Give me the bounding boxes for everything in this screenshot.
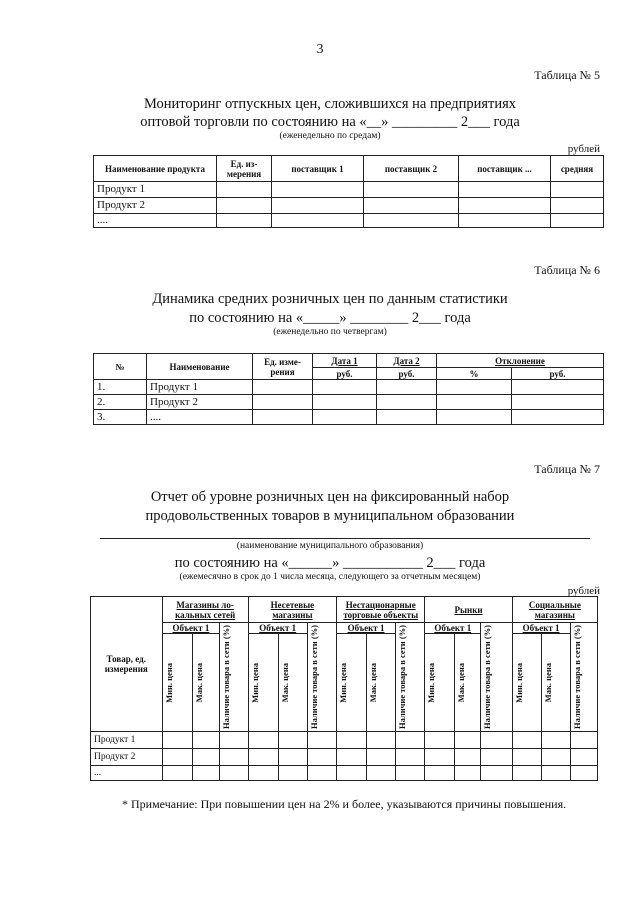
t5-header-supplier-n: поставщик ... xyxy=(459,156,551,182)
table-row xyxy=(94,380,604,395)
t6-row1-num: 1. xyxy=(94,380,147,395)
t7-object1-g4: Объект 1 xyxy=(425,623,481,634)
t5-row2-name: Продукт 2 xyxy=(94,198,217,214)
footnote: * Примечание: При повышении цен на 2% и более, указываются причины повышения. xyxy=(122,797,567,811)
t7-row1-name: Продукт 1 xyxy=(91,732,163,749)
t7-g5-max: Мак. цена xyxy=(543,662,554,703)
t7-group-social: Социальные магазины xyxy=(512,597,597,623)
t7-header-item: Товар, ед. измерения xyxy=(91,597,163,732)
t7-group-markets: Рынки xyxy=(425,597,512,623)
t7-row2-name: Продукт 2 xyxy=(91,749,163,766)
t5-row1-name: Продукт 1 xyxy=(94,182,217,198)
table6 xyxy=(93,353,604,425)
table7-unit: рублей xyxy=(567,585,600,597)
t6-header-date1-rub: руб. xyxy=(313,368,377,380)
t6-header-unit: Ед. изме-рения xyxy=(253,354,313,380)
table7-subtitle2: (ежемесячно в срок до 1 числа месяца, следующего за отчетным месяцем) xyxy=(179,572,481,582)
t6-header-date1: Дата 1 xyxy=(313,354,377,368)
t6-row2-name: Продукт 2 xyxy=(147,395,253,410)
t7-object1-g1: Объект 1 xyxy=(162,623,220,634)
table7-subtitle1: (наименование муниципального образования) xyxy=(236,541,424,551)
t7-group-local-chains: Магазины ло-кальных сетей xyxy=(162,597,248,623)
table5-title-line1: Мониторинг отпускных цен, сложившихся на предприятиях xyxy=(143,96,517,112)
table6-title-line2: по состоянию на «_____» ________ 2___ года xyxy=(189,310,471,326)
t7-g3-min: Мин. цена xyxy=(338,662,349,703)
table6-title-line1: Динамика средних розничных цен по данным статистики xyxy=(152,291,508,307)
table5-subtitle: (еженедельно по средам) xyxy=(279,131,381,141)
t7-group-non-stationary: Нестационарные торговые объекты xyxy=(337,597,425,623)
table-row xyxy=(94,395,604,410)
t5-header-average: средняя xyxy=(551,156,604,182)
t7-group-non-chain: Несетевые магазины xyxy=(248,597,336,623)
t6-header-dev-percent: % xyxy=(437,368,512,380)
t7-g5-availability: Наличие товара в сети (%) xyxy=(571,625,582,729)
table6-subtitle: (еженедельно по четвергам) xyxy=(273,327,387,337)
t6-header-dev-rub: руб. xyxy=(512,368,604,380)
table7-title-line1: Отчет об уровне розничных цен на фиксированный набор xyxy=(150,489,510,505)
municipality-underline xyxy=(100,538,590,539)
table-row xyxy=(94,410,604,425)
t6-row3-name: .... xyxy=(147,410,253,425)
t5-row3-name: .... xyxy=(94,214,217,228)
t7-g4-max: Мак. цена xyxy=(455,662,466,703)
t5-header-supplier2: поставщик 2 xyxy=(364,156,459,182)
table-row xyxy=(94,182,604,198)
t7-row3-name: ... xyxy=(91,766,163,781)
t5-header-unit: Ед. из-мерения xyxy=(217,156,272,182)
t6-row2-num: 2. xyxy=(94,395,147,410)
t7-g2-availability: Наличие товара в сети (%) xyxy=(308,625,319,729)
t6-header-deviation: Отклонение xyxy=(437,354,604,368)
table-row xyxy=(91,749,598,766)
table7-label: Таблица № 7 xyxy=(534,462,600,476)
t7-g1-availability: Наличие товара в сети (%) xyxy=(221,625,232,729)
table-row xyxy=(91,766,598,781)
t7-object1-g5: Объект 1 xyxy=(512,623,570,634)
t7-object1-g2: Объект 1 xyxy=(248,623,307,634)
t7-g3-availability: Наличие товара в сети (%) xyxy=(396,625,407,729)
t5-header-supplier1: поставщик 1 xyxy=(272,156,364,182)
table-row xyxy=(94,198,604,214)
t7-g5-min: Мин. цена xyxy=(513,662,524,703)
t7-g1-max: Мак. цена xyxy=(194,662,205,703)
table5 xyxy=(93,155,604,228)
t7-g2-max: Мак. цена xyxy=(280,662,291,703)
t7-g4-min: Мин. цена xyxy=(426,662,437,703)
table7 xyxy=(90,596,598,781)
t6-header-num: № xyxy=(94,354,147,380)
table5-unit: рублей xyxy=(567,143,600,155)
table6-label: Таблица № 6 xyxy=(534,263,600,277)
t5-header-name: Наименование продукта xyxy=(94,156,217,182)
t7-g2-min: Мин. цена xyxy=(249,662,260,703)
t6-row3-num: 3. xyxy=(94,410,147,425)
page-number: 3 xyxy=(316,42,324,57)
t7-g1-min: Мин. цена xyxy=(163,662,174,703)
table-row xyxy=(94,214,604,228)
table-row xyxy=(91,732,598,749)
table5-label: Таблица № 5 xyxy=(534,68,600,82)
t6-header-date2-rub: руб. xyxy=(377,368,437,380)
t7-g4-availability: Наличие товара в сети (%) xyxy=(482,625,493,729)
t7-object1-g3: Объект 1 xyxy=(337,623,396,634)
t7-g3-max: Мак. цена xyxy=(367,662,378,703)
t6-header-date2: Дата 2 xyxy=(377,354,437,368)
t6-row1-name: Продукт 1 xyxy=(147,380,253,395)
t6-header-name: Наименование xyxy=(147,354,253,380)
table5-title-line2: оптовой торговли по состоянию на «__» _________ 2___ года xyxy=(140,114,520,130)
table7-title-line2: продовольственных товаров в муниципальном образовании xyxy=(145,508,515,524)
table7-title-line3: по состоянию на «______» ___________ 2___ года xyxy=(174,555,486,571)
